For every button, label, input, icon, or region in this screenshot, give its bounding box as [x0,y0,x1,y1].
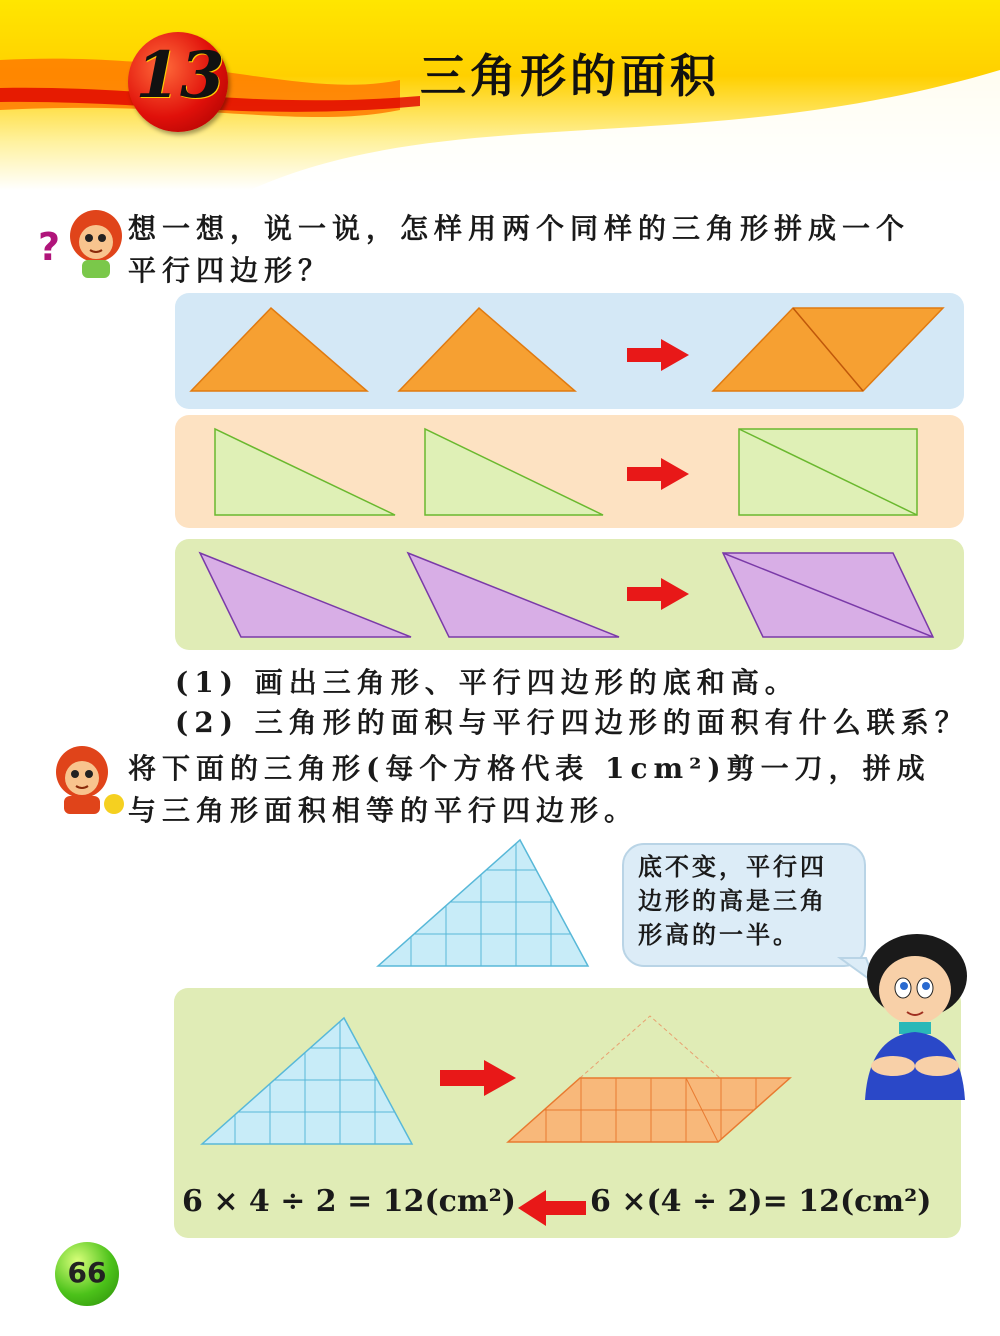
grid-triangle-original [376,838,596,968]
question2-line1: 将下面的三角形(每个方格代表 1cm²)剪一刀，拼成 [128,752,931,785]
green-triangle-2 [425,429,603,515]
green-triangles-figure [175,415,964,528]
page-number: 66 [67,1256,107,1289]
page-title: 三角形的面积 [420,49,720,103]
grid-triangle-cut [200,1016,415,1146]
monkey-question-icon [38,198,128,288]
grid-parallelogram-result [506,1006,796,1146]
boy-character-icon [855,932,975,1102]
sub-question-2: (2) 三角形的面积与平行四边形的面积有什么联系？ [175,706,969,739]
purple-triangle-1 [200,553,411,637]
cut-piece-outline [580,1016,720,1078]
lesson-number: 13 [135,38,225,113]
question1-line1: 想一想，说一说，怎样用两个同样的三角形拼成一个 [128,212,911,245]
monkey-thinking-icon [42,742,132,822]
sub-question-1: (1) 画出三角形、平行四边形的底和高。 [175,666,799,699]
orange-triangles-figure [175,293,964,409]
svg-text:?: ? [38,225,61,269]
purple-triangles-figure [175,539,964,650]
red-arrow-icon [627,578,689,610]
orange-triangle-1 [191,308,367,391]
bubble-line-2: 边形的高是三角 [638,886,827,915]
red-arrow-left-icon [518,1188,588,1228]
red-arrow-icon [627,458,689,490]
question1-line2: 平行四边形？ [128,254,333,287]
formula-triangle-area: 6 × 4 ÷ 2 = 12(cm²) [182,1184,516,1219]
green-triangle-1 [215,429,395,515]
speech-bubble-text [638,850,858,952]
red-arrow-icon [627,339,689,371]
question2-line2: 与三角形面积相等的平行四边形。 [128,794,639,827]
orange-triangle-2 [399,308,575,391]
purple-triangle-2 [408,553,619,637]
bubble-line-3: 形高的一半。 [638,920,800,949]
formula-parallelogram-area: 6 ×(4 ÷ 2)= 12(cm²) [590,1184,932,1219]
bubble-line-1: 底不变，平行四 [638,852,827,881]
